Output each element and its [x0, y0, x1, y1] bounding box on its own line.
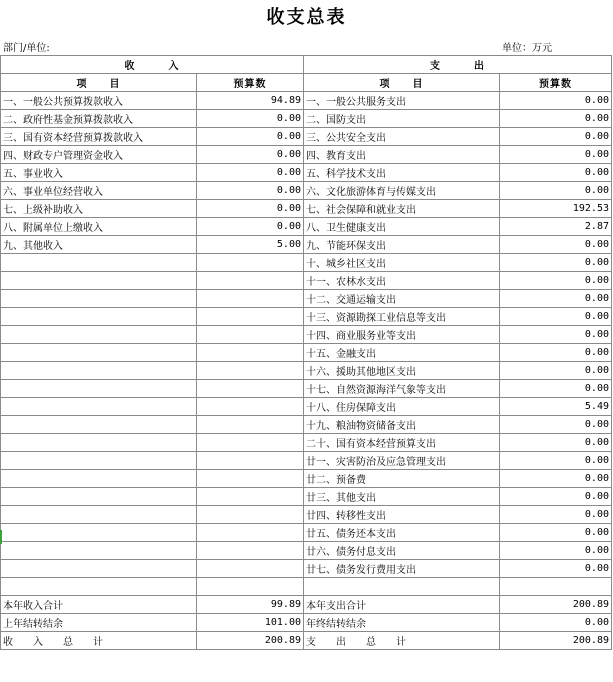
income-budget-cell[interactable]: [197, 326, 304, 344]
expense-item-cell[interactable]: 十五、金融支出: [304, 344, 500, 362]
income-budget-cell[interactable]: [197, 416, 304, 434]
income-budget-cell[interactable]: 0.00: [197, 164, 304, 182]
expense-item-cell[interactable]: 三、公共安全支出: [304, 128, 500, 146]
expense-item-cell[interactable]: 八、卫生健康支出: [304, 218, 500, 236]
table-row: [1, 596, 612, 614]
income-item-cell[interactable]: [1, 470, 197, 488]
income-item-cell[interactable]: [1, 524, 197, 542]
expense-item-cell[interactable]: 十九、粮油物资储备支出: [304, 416, 500, 434]
table-row: [1, 200, 612, 218]
income-budget-cell[interactable]: [197, 470, 304, 488]
expense-item-cell[interactable]: 廿七、债务发行费用支出: [304, 560, 500, 578]
expense-item-cell[interactable]: 九、节能环保支出: [304, 236, 500, 254]
table-row: [1, 272, 612, 290]
income-budget-cell[interactable]: 0.00: [197, 146, 304, 164]
income-item-cell[interactable]: [1, 434, 197, 452]
table-row: [1, 614, 612, 632]
expense-budget-cell[interactable]: 0.00: [500, 542, 612, 560]
expense-item-cell[interactable]: 廿三、其他支出: [304, 488, 500, 506]
expense-budget-header: 预算数: [500, 74, 612, 92]
expense-budget-cell[interactable]: 0.00: [500, 416, 612, 434]
income-budget-cell[interactable]: [197, 542, 304, 560]
expense-item-cell[interactable]: 十六、援助其他地区支出: [304, 362, 500, 380]
expense-budget-cell[interactable]: 0.00: [500, 254, 612, 272]
table-row: [1, 380, 612, 398]
expense-budget-cell[interactable]: 0.00: [500, 434, 612, 452]
expense-budget-cell[interactable]: 0.00: [500, 128, 612, 146]
income-item-cell[interactable]: [1, 398, 197, 416]
table-row: [1, 488, 612, 506]
expense-budget-cell[interactable]: 0.00: [500, 362, 612, 380]
table-row: [1, 128, 612, 146]
expense-budget-cell[interactable]: 0.00: [500, 110, 612, 128]
expense-item-cell[interactable]: 七、社会保障和就业支出: [304, 200, 500, 218]
income-item-cell[interactable]: 六、事业单位经营收入: [1, 182, 197, 200]
expense-item-cell[interactable]: 一、一般公共服务支出: [304, 92, 500, 110]
income-item-cell[interactable]: [1, 290, 197, 308]
income-item-cell[interactable]: 九、其他收入: [1, 236, 197, 254]
expense-budget-cell[interactable]: 200.89: [500, 632, 612, 650]
expense-budget-cell[interactable]: 0.00: [500, 452, 612, 470]
expense-budget-cell[interactable]: 2.87: [500, 218, 612, 236]
table-row: [1, 470, 612, 488]
expense-section-header: 支 出: [304, 56, 612, 74]
income-item-cell[interactable]: 五、事业收入: [1, 164, 197, 182]
income-expense-table: [0, 55, 612, 650]
income-item-cell[interactable]: 收 入 总 计: [1, 632, 197, 650]
income-item-header: 项 目: [1, 74, 197, 92]
income-budget-cell[interactable]: 0.00: [197, 200, 304, 218]
expense-item-cell[interactable]: 本年支出合计: [304, 596, 500, 614]
expense-item-cell[interactable]: 年终结转结余: [304, 614, 500, 632]
expense-item-cell[interactable]: 十、城乡社区支出: [304, 254, 500, 272]
expense-budget-cell[interactable]: 5.49: [500, 398, 612, 416]
income-budget-cell[interactable]: [197, 398, 304, 416]
expense-item-cell[interactable]: 五、科学技术支出: [304, 164, 500, 182]
expense-item-cell[interactable]: [304, 578, 500, 596]
expense-budget-cell[interactable]: 0.00: [500, 308, 612, 326]
expense-budget-cell[interactable]: 0.00: [500, 470, 612, 488]
expense-budget-cell[interactable]: 0.00: [500, 326, 612, 344]
income-item-cell[interactable]: 一、一般公共预算拨款收入: [1, 92, 197, 110]
income-item-cell[interactable]: [1, 272, 197, 290]
income-budget-cell[interactable]: 99.89: [197, 596, 304, 614]
table-row: [1, 164, 612, 182]
income-budget-cell[interactable]: [197, 344, 304, 362]
income-budget-cell[interactable]: [197, 578, 304, 596]
income-item-cell[interactable]: 四、财政专户管理资金收入: [1, 146, 197, 164]
expense-item-cell[interactable]: 四、教育支出: [304, 146, 500, 164]
expense-budget-cell[interactable]: 0.00: [500, 380, 612, 398]
income-budget-cell[interactable]: [197, 254, 304, 272]
income-budget-cell[interactable]: 0.00: [197, 218, 304, 236]
income-item-cell[interactable]: [1, 380, 197, 398]
income-item-cell[interactable]: 八、附属单位上缴收入: [1, 218, 197, 236]
department-label: 部门/单位:: [3, 43, 50, 54]
table-row: [1, 434, 612, 452]
income-item-cell[interactable]: [1, 542, 197, 560]
income-budget-cell[interactable]: 0.00: [197, 182, 304, 200]
income-budget-cell[interactable]: 94.89: [197, 92, 304, 110]
income-item-cell[interactable]: [1, 488, 197, 506]
column-header-row: [1, 74, 612, 92]
expense-budget-cell[interactable]: 0.00: [500, 560, 612, 578]
expense-budget-cell[interactable]: 0.00: [500, 344, 612, 362]
income-budget-cell[interactable]: [197, 452, 304, 470]
income-budget-cell[interactable]: [197, 290, 304, 308]
income-budget-cell[interactable]: 101.00: [197, 614, 304, 632]
table-row: [1, 398, 612, 416]
income-budget-cell[interactable]: 5.00: [197, 236, 304, 254]
income-budget-header: 预算数: [197, 74, 304, 92]
income-item-cell[interactable]: 本年收入合计: [1, 596, 197, 614]
income-budget-cell[interactable]: [197, 380, 304, 398]
expense-item-cell[interactable]: 十一、农林水支出: [304, 272, 500, 290]
income-budget-cell[interactable]: 0.00: [197, 128, 304, 146]
income-item-cell[interactable]: [1, 308, 197, 326]
unit-label: 单位：万元: [502, 43, 552, 54]
expense-item-cell[interactable]: 十二、交通运输支出: [304, 290, 500, 308]
income-item-cell[interactable]: 七、上级补助收入: [1, 200, 197, 218]
table-row: [1, 218, 612, 236]
table-row: [1, 236, 612, 254]
expense-budget-cell[interactable]: 200.89: [500, 596, 612, 614]
expense-item-cell[interactable]: 六、文化旅游体育与传媒支出: [304, 182, 500, 200]
income-budget-cell[interactable]: 200.89: [197, 632, 304, 650]
income-budget-cell[interactable]: 0.00: [197, 110, 304, 128]
income-budget-cell[interactable]: [197, 362, 304, 380]
cell-cursor-marker: [0, 530, 2, 544]
expense-item-cell[interactable]: 廿六、债务付息支出: [304, 542, 500, 560]
table-row: [1, 524, 612, 542]
table-row: [1, 308, 612, 326]
expense-budget-cell[interactable]: 0.00: [500, 92, 612, 110]
income-item-cell[interactable]: [1, 452, 197, 470]
income-budget-cell[interactable]: [197, 506, 304, 524]
income-budget-cell[interactable]: [197, 488, 304, 506]
expense-budget-cell[interactable]: 0.00: [500, 146, 612, 164]
income-budget-cell[interactable]: [197, 524, 304, 542]
table-row: [1, 110, 612, 128]
page-title: 收支总表: [266, 7, 347, 28]
income-section-header: 收 入: [1, 56, 304, 74]
income-item-cell[interactable]: 三、国有资本经营预算拨款收入: [1, 128, 197, 146]
expense-item-cell[interactable]: 十七、自然资源海洋气象等支出: [304, 380, 500, 398]
table-row: [1, 578, 612, 596]
income-item-cell[interactable]: 二、政府性基金预算拨款收入: [1, 110, 197, 128]
expense-item-cell[interactable]: 廿一、灾害防治及应急管理支出: [304, 452, 500, 470]
table-row: [1, 506, 612, 524]
expense-budget-cell[interactable]: 0.00: [500, 524, 612, 542]
income-item-cell[interactable]: [1, 344, 197, 362]
income-item-cell[interactable]: [1, 362, 197, 380]
expense-budget-cell[interactable]: 0.00: [500, 290, 612, 308]
income-budget-cell[interactable]: [197, 308, 304, 326]
expense-budget-cell[interactable]: 0.00: [500, 236, 612, 254]
table-row: [1, 416, 612, 434]
expense-budget-cell[interactable]: 0.00: [500, 272, 612, 290]
income-item-cell[interactable]: [1, 578, 197, 596]
income-item-cell[interactable]: [1, 416, 197, 434]
section-header-row: [1, 56, 612, 74]
income-budget-cell[interactable]: [197, 434, 304, 452]
expense-item-cell[interactable]: 十八、住房保障支出: [304, 398, 500, 416]
table-row: [1, 254, 612, 272]
table-row: [1, 182, 612, 200]
table-row: [1, 92, 612, 110]
income-item-cell[interactable]: 上年结转结余: [1, 614, 197, 632]
table-body: [1, 92, 612, 650]
income-budget-cell[interactable]: [197, 560, 304, 578]
expense-budget-cell[interactable]: 0.00: [500, 614, 612, 632]
expense-budget-cell[interactable]: 0.00: [500, 164, 612, 182]
expense-item-cell[interactable]: 十三、资源勘探工业信息等支出: [304, 308, 500, 326]
income-item-cell[interactable]: [1, 254, 197, 272]
table-row: [1, 146, 612, 164]
table-row: [1, 542, 612, 560]
expense-item-cell[interactable]: 廿四、转移性支出: [304, 506, 500, 524]
expense-item-cell[interactable]: 二、国防支出: [304, 110, 500, 128]
expense-item-cell[interactable]: 二十、国有资本经营预算支出: [304, 434, 500, 452]
expense-item-cell[interactable]: 支 出 总 计: [304, 632, 500, 650]
expense-item-cell[interactable]: 廿二、预备费: [304, 470, 500, 488]
table-row: [1, 326, 612, 344]
table-row: [1, 362, 612, 380]
table-row: [1, 632, 612, 650]
expense-budget-cell[interactable]: 0.00: [500, 182, 612, 200]
expense-item-cell[interactable]: 廿五、债务还本支出: [304, 524, 500, 542]
table-row: [1, 290, 612, 308]
income-item-cell[interactable]: [1, 560, 197, 578]
table-row: [1, 344, 612, 362]
expense-budget-cell[interactable]: 0.00: [500, 506, 612, 524]
meta-row: [0, 36, 613, 55]
expense-budget-cell[interactable]: 0.00: [500, 488, 612, 506]
expense-item-cell[interactable]: 十四、商业服务业等支出: [304, 326, 500, 344]
expense-item-header: 项 目: [304, 74, 500, 92]
income-item-cell[interactable]: [1, 506, 197, 524]
table-row: [1, 452, 612, 470]
income-budget-cell[interactable]: [197, 272, 304, 290]
expense-budget-cell[interactable]: 192.53: [500, 200, 612, 218]
table-row: [1, 560, 612, 578]
income-item-cell[interactable]: [1, 326, 197, 344]
expense-budget-cell[interactable]: [500, 578, 612, 596]
